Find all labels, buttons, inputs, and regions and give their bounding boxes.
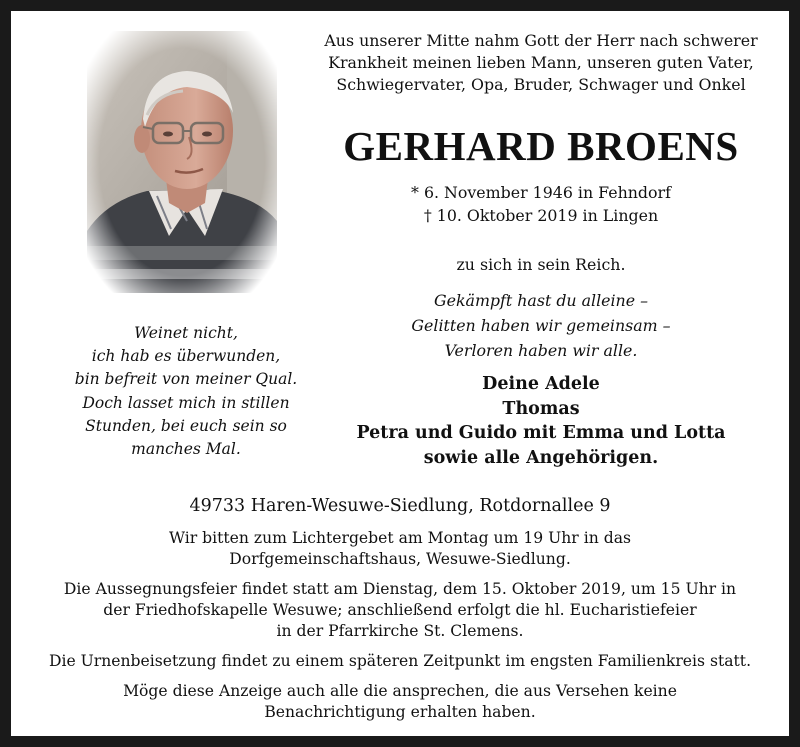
mourner: Thomas [502, 398, 580, 419]
portrait-photo [87, 31, 277, 293]
death-date: † 10. Oktober 2019 in Lingen [423, 206, 659, 225]
closing-notice [11, 681, 789, 723]
intro-line: Krankheit meinen lieben Mann, unseren guten Vater, [328, 53, 754, 72]
notice-line: Die Urnenbeisetzung findet zu einem späteren Zeitpunkt im engsten Familienkreis statt. [48, 652, 752, 670]
poem-line: Doch lasset mich in stillen [82, 393, 290, 412]
poem-line: Gekämpft hast du alleine – [433, 291, 648, 310]
deceased-name: GERHARD BROENS [343, 123, 739, 169]
notice-line: Möge diese Anzeige auch alle die ansprechen, die aus Versehen keine [123, 682, 677, 700]
service-notice [11, 579, 789, 642]
mourner: sowie alle Angehörigen. [423, 447, 659, 468]
birth-date: * 6. November 1946 in Fehndorf [411, 183, 671, 202]
notice-line: Die Aussegnungsfeier findet statt am Dienstag, dem 15. Oktober 2019, um 15 Uhr in [63, 580, 737, 598]
mourner: Petra und Guido mit Emma und Lotta [356, 423, 726, 443]
prayer-notice [11, 528, 789, 570]
notices [11, 528, 789, 732]
notice-line: Benachrichtigung erhalten haben. [264, 703, 536, 721]
poem-left [71, 322, 301, 461]
poem-line: manches Mal. [131, 440, 241, 459]
poem-line: Gelitten haben wir gemeinsam – [411, 316, 671, 335]
life-dates [309, 181, 773, 227]
notice-line: Dorfgemeinschaftshaus, Wesuwe-Siedlung. [229, 550, 571, 568]
portrait-icon [87, 31, 277, 293]
reign-text: zu sich in sein Reich. [456, 255, 626, 274]
poem-line: Weinet nicht, [134, 324, 238, 342]
notice-line: in der Pfarrkirche St. Clemens. [276, 622, 524, 640]
mourners-list [309, 372, 773, 470]
urn-notice [11, 651, 789, 672]
poem-right [309, 288, 773, 363]
notice-line: der Friedhofskapelle Wesuwe; anschließend erfolgt die hl. Eucharistiefeier [103, 601, 697, 619]
intro-line: Aus unserer Mitte nahm Gott der Herr nach schwerer [324, 31, 758, 50]
poem-line: ich hab es überwunden, [91, 347, 281, 366]
notice-line: Wir bitten zum Lichtergebet am Montag um 19 Uhr in das [169, 529, 631, 547]
poem-line: bin befreit von meiner Qual. [74, 370, 298, 389]
intro-line: Schwiegervater, Opa, Bruder, Schwager und Onkel [336, 75, 746, 94]
mourner: Deine Adele [482, 374, 600, 394]
intro-text [309, 30, 773, 96]
family-address: 49733 Haren-Wesuwe-Siedlung, Rotdornallee 9 [189, 496, 611, 516]
poem-line: Stunden, bei euch sein so [85, 416, 287, 435]
poem-line: Verloren haben wir alle. [444, 341, 638, 360]
